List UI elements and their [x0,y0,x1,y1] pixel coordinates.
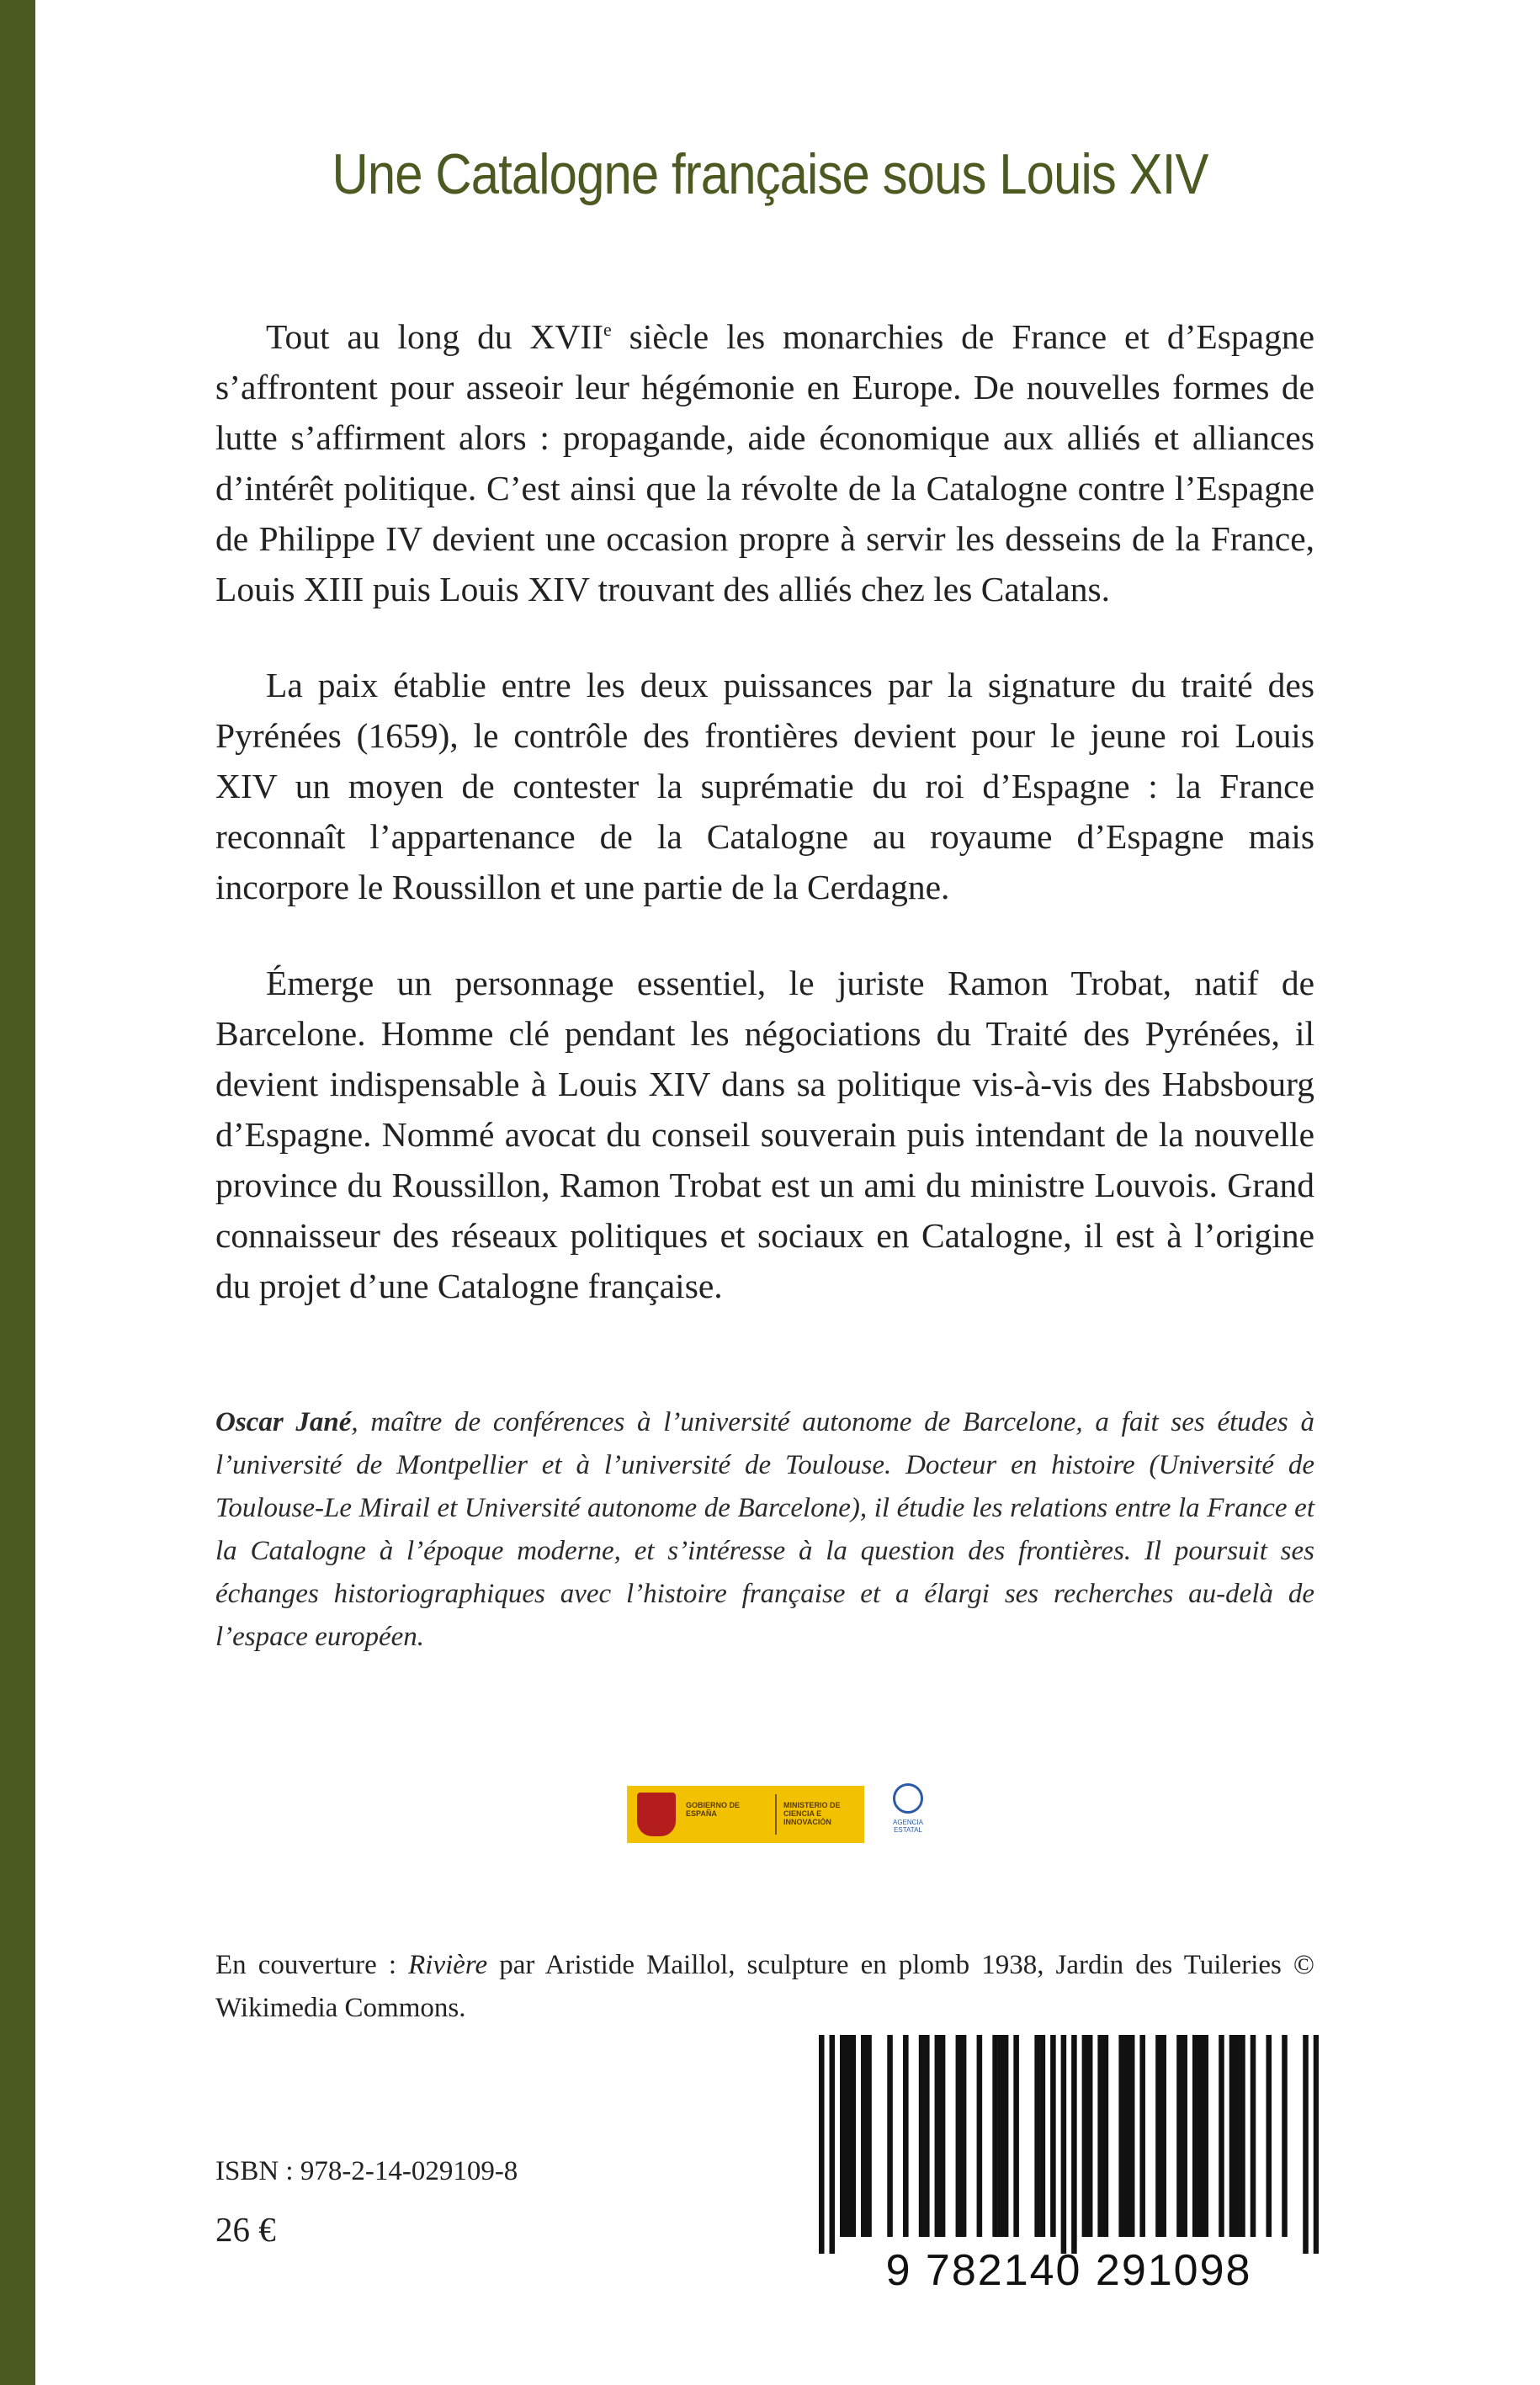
barcode-bar [1176,2035,1182,2237]
barcode-bar [924,2035,930,2237]
barcode-bar [1282,2035,1288,2237]
author-bio [215,1401,1314,1659]
barcode-bar [1139,2035,1145,2237]
barcode-bar [961,2035,967,2237]
barcode-bar [1061,2035,1067,2254]
cover-artwork-title: Rivière [408,1950,488,1980]
barcode-bar [1182,2035,1187,2237]
cover-credit-prefix: En couverture : [215,1950,409,1980]
barcode-bar [1040,2035,1046,2237]
paragraph-2: La paix établie entre les deux puissances par la signature du traité des Pyrénées (1659), le contrôle des frontières devient pour le jeune roi Louis XIV un moyen de contester la suprématie du roi d’Espagne : la France reconnaît l’appartenance de la Catalogne au royaume d’Espagne mais incorpore le Roussillon et une partie de la Cerdagne. [215,666,1314,906]
barcode [819,2035,1319,2295]
barcode-bar [866,2035,872,2237]
barcode-bar [1003,2035,1009,2237]
barcode-bar [1192,2035,1198,2237]
gov-label: GOBIERNO DE ESPAÑA [686,1801,741,1818]
barcode-bar [887,2035,893,2237]
author-name: Oscar Jané [215,1407,352,1437]
barcode-bar [1266,2035,1272,2237]
barcode-bar [1097,2035,1103,2237]
barcode-bar [1155,2035,1161,2237]
spain-crest-icon [637,1793,676,1836]
barcode-bar [1013,2035,1019,2237]
barcode-bar [956,2035,962,2237]
barcode-bar [1087,2035,1093,2237]
p1-start: Tout au long du XVII [266,317,604,356]
barcode-bar [1124,2035,1130,2237]
barcode-bar [940,2035,946,2237]
cover-credit [215,1944,1314,2030]
barcode-bar [1118,2035,1124,2237]
book-title: Une Catalogne française sous Louis XIV [332,142,1208,206]
logo-divider [775,1794,777,1835]
sponsor-logos [627,1786,927,1843]
barcode-bar [1235,2035,1240,2237]
barcode-bar [992,2035,998,2237]
barcode-bar [1219,2035,1224,2237]
spain-government-logo [627,1786,864,1843]
author-bio-text: , maître de conférences à l’université autonome de Barcelone, a fait ses études à l’université de Montpellier et à l’université de Toulouse. Docteur en histoire (Université de Toulouse-Le Mirail et Université autonome de Barcelone), il étudie les relations entre la France et la Catalogne à l’époque moderne, et s’intéresse à la question des frontières. Il poursuit ses échanges historiographiques avec l’histoire française et a élargi ses recherches au-delà de l’espace européen. [215,1407,1314,1652]
barcode-bar [1034,2035,1040,2237]
isbn: ISBN : 978-2-14-029109-8 [215,2156,518,2186]
barcode-bar [1050,2035,1056,2237]
barcode-bar [1303,2035,1309,2254]
agency-label: AGENCIA ESTATAL [892,1819,923,1834]
barcode-bar [840,2035,846,2237]
green-spine-band [0,0,35,2385]
price: 26 € [215,2210,276,2249]
barcode-bar [1071,2035,1077,2254]
barcode-bar [1229,2035,1235,2237]
barcode-bar [861,2035,867,2237]
barcode-bar [903,2035,909,2237]
barcode-digits: 9 782140 291098 [885,2246,1252,2295]
barcode-bar [1251,2035,1256,2237]
barcode-bar [1129,2035,1135,2237]
barcode-bars [819,2035,1319,2254]
barcode-bar [1203,2035,1208,2237]
barcode-bar [1160,2035,1166,2237]
barcode-bar [998,2035,1004,2237]
ministry-label: MINISTERIO DE CIENCIA E INNOVACIÓN [783,1801,841,1826]
barcode-bar [830,2035,836,2254]
barcode-bar [977,2035,983,2237]
barcode-bar [1240,2035,1245,2237]
agency-logo [889,1783,927,1846]
barcode-bar [1082,2035,1088,2237]
cover-credit-rest: par Aristide Maillol, sculpture en plomb 1938, Jardin des Tuileries © Wikimedia Commons. [215,1950,1314,2023]
p1-rest: siècle les monarchies de France et d’Espagne s’affrontent pour asseoir leur hégémonie en Europe. De nouvelles formes de lutte s’affirment alors : propagande, aide économique aux alliés et alliances d’intérêt politique. C’est ainsi que la révolte de la Catalogne contre l’Espagne de Philippe IV devient une occasion propre à servir les desseins de la France, Louis XIII puis Louis XIV trouvant des alliés chez les Catalans. [215,317,1314,608]
barcode-bar [819,2035,825,2254]
barcode-bar [935,2035,941,2237]
barcode-bar [845,2035,851,2237]
paragraph-3: Émerge un personnage essentiel, le juriste Ramon Trobat, natif de Barcelone. Homme clé pendant les négociations du Traité des Pyrénées, il devient indispensable à Louis XIV dans sa politique vis-à-vis des Habsbourg d’Espagne. Nommé avocat du conseil souverain puis intendant de la nouvelle province du Roussillon, Ramon Trobat est un ami du ministre Louvois. Grand connaisseur des réseaux politiques et sociaux en Catalogne, il est à l’origine du projet d’une Catalogne française. [215,964,1314,1305]
century-superscript: e [603,319,612,341]
barcode-bar [851,2035,857,2237]
paragraph-1 [215,311,1314,614]
barcode-bar [1197,2035,1203,2237]
barcode-bar [1103,2035,1109,2237]
barcode-bar [919,2035,925,2237]
summary-text [215,311,1314,1357]
agency-emblem-icon [893,1783,923,1814]
barcode-bar [1314,2035,1319,2254]
